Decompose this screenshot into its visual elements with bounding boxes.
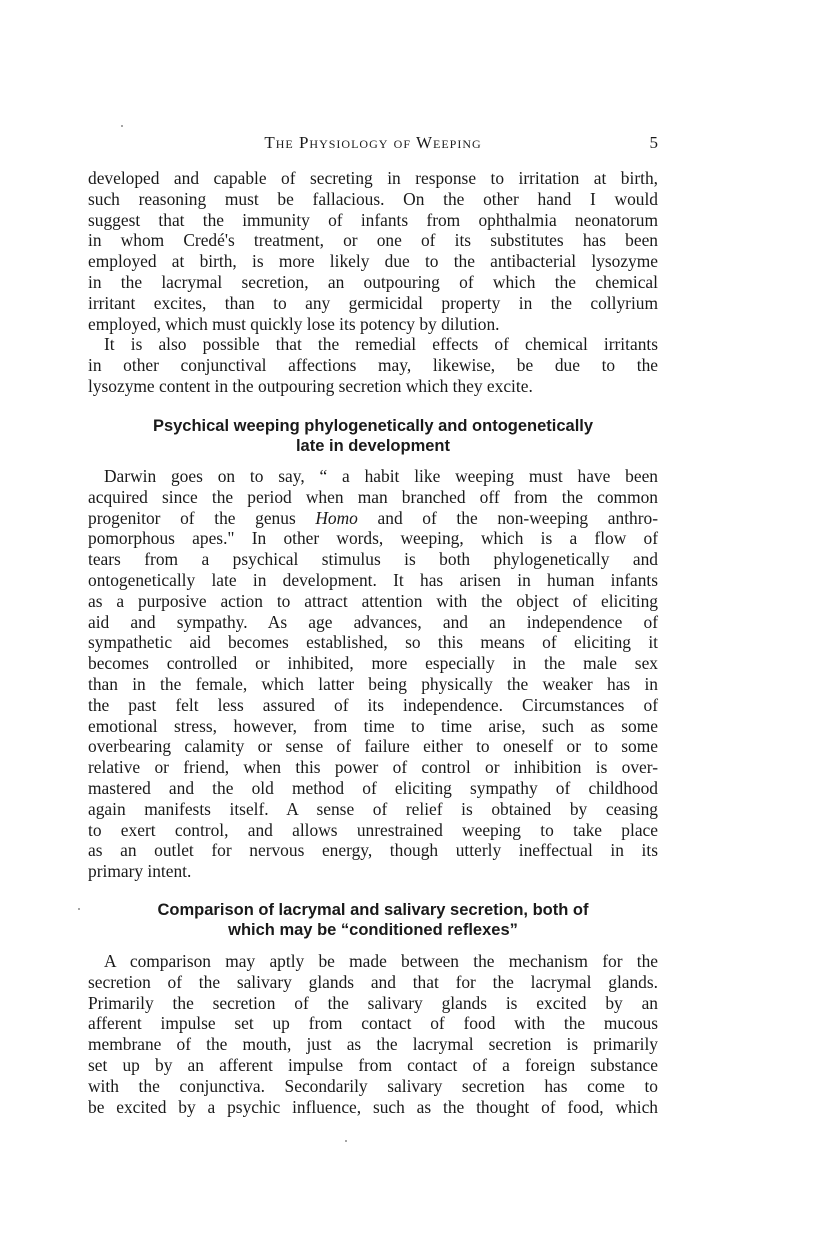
text-line: in whom Credé's treatment, or one of its substitutes has been (88, 230, 658, 251)
text-line: ontogenetically late in development. It has arisen in human infants (88, 569, 658, 590)
scan-speck (121, 125, 123, 127)
page-number: 5 (649, 133, 658, 152)
heading-line: Psychical weeping phylogenetically and ontogenetically (152, 417, 594, 435)
text-line: Primarily the secretion of the salivary glands is excited by an (88, 992, 658, 1013)
text-line: aid and sympathy. As age advances, and an independence of (88, 611, 658, 632)
heading-line: Comparison of lacrymal and salivary secretion, both of (157, 901, 589, 919)
text-line: such reasoning must be fallacious. On the other hand I would (88, 188, 658, 209)
italic-genus-name: Homo (315, 507, 358, 528)
text-line: irritant excites, than to any germicidal property in the collyrium (88, 292, 658, 313)
text-line: tears from a psychical stimulus is both phylogenetically and (88, 549, 658, 570)
heading-line: late in development (295, 437, 451, 455)
text-line: lysozyme content in the outpouring secretion which they excite. (88, 375, 533, 396)
paragraph-darwin (88, 466, 658, 882)
text-line: employed at birth, is more likely due to the antibacterial lysozyme (88, 251, 658, 272)
text-line: developed and capable of secreting in response to irritation at birth, (88, 168, 658, 188)
text-line: afferent impulse set up from contact of food with the mucous (88, 1013, 658, 1034)
section-heading-comparison (88, 900, 658, 940)
text-line-with-italic (88, 508, 658, 529)
text-line: mastered and the old method of eliciting sympathy of childhood (88, 777, 658, 798)
section-heading-psychical-weeping (88, 416, 658, 456)
text-fragment: and of the non-weeping anthro- (357, 507, 658, 528)
scan-speck (345, 1140, 347, 1142)
text-line: as an outlet for nervous energy, though utterly ineffectual in its (88, 840, 658, 861)
text-line: with the conjunctiva. Secondarily salivary secretion has come to (88, 1075, 658, 1096)
paragraph-lysozyme (88, 334, 658, 396)
text-line: the past felt less assured of its independence. Circumstances of (88, 694, 658, 715)
text-line: employed, which must quickly lose its potency by dilution. (88, 313, 500, 334)
text-line: relative or friend, when this power of control or inhibition is over- (88, 757, 658, 778)
heading-line: which may be “conditioned reflexes” (228, 921, 518, 939)
text-line: acquired since the period when man branched off from the common (88, 486, 658, 507)
text-line: overbearing calamity or sense of failure either to oneself or to some (88, 736, 658, 757)
text-line: in other conjunctival affections may, likewise, be due to the (88, 355, 658, 376)
text-line: in the lacrymal secretion, an outpouring of which the chemical (88, 271, 658, 292)
text-line: be excited by a psychic influence, such as the thought of food, which (88, 1096, 658, 1117)
text-line: pomorphous apes." In other words, weeping, which is a flow of (88, 528, 658, 549)
running-title: The Physiology of Weeping (264, 133, 482, 152)
text-line: primary intent. (88, 861, 192, 882)
text-line: suggest that the immunity of infants from ophthalmia neonatorum (88, 209, 658, 230)
scan-speck (78, 908, 80, 910)
paragraph-salivary (88, 951, 658, 1117)
text-line: becomes controlled or inhibited, more especially in the male sex (88, 653, 658, 674)
text-line: secretion of the salivary glands and that for the lacrymal glands. (88, 971, 658, 992)
text-line: set up by an afferent impulse from contact of a foreign substance (88, 1054, 658, 1075)
text-line: It is also possible that the remedial effects of chemical irritants (104, 334, 658, 355)
text-line: again manifests itself. A sense of relief is obtained by ceasing (88, 798, 658, 819)
text-line: Darwin goes on to say, “ a habit like weeping must have been (104, 466, 658, 486)
text-line: to exert control, and allows unrestrained weeping to take place (88, 819, 658, 840)
text-line: membrane of the mouth, just as the lacrymal secretion is primarily (88, 1034, 658, 1055)
text-line: as a purposive action to attract attention with the object of eliciting (88, 590, 658, 611)
text-line: than in the female, which latter being physically the weaker has in (88, 673, 658, 694)
paragraph-continuation (88, 168, 658, 334)
text-fragment: progenitor of the genus (88, 507, 316, 528)
text-line: emotional stress, however, from time to time arise, such as some (88, 715, 658, 736)
running-head (88, 133, 658, 155)
text-line: sympathetic aid becomes established, so this means of eliciting it (88, 632, 658, 653)
text-line: A comparison may aptly be made between the mechanism for the (104, 951, 658, 971)
